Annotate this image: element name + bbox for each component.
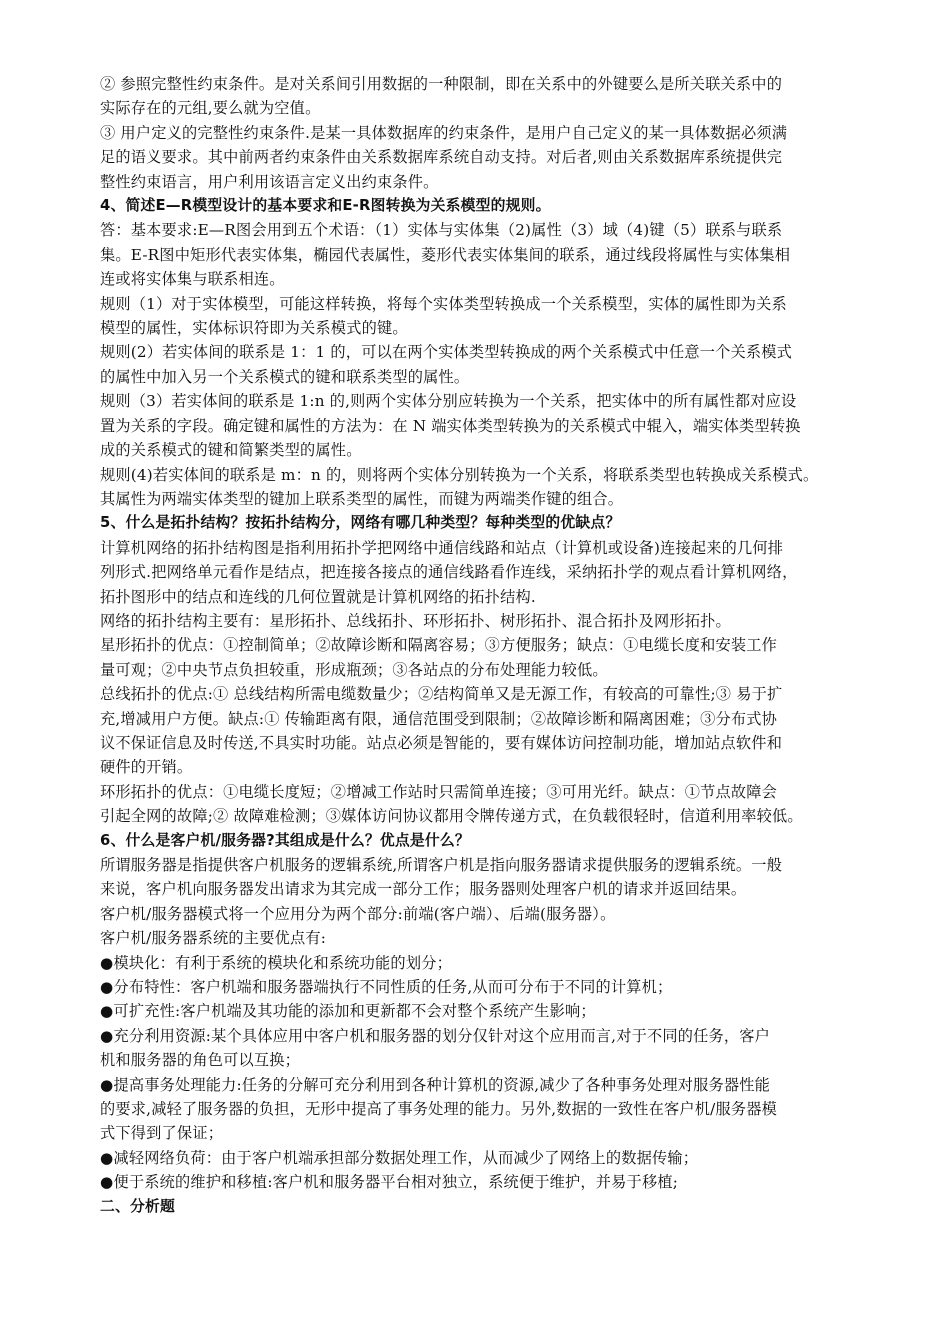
text-line: 硬件的开销。 bbox=[100, 758, 193, 777]
text-line: ●可扩充性:客户机端及其功能的添加和更新都不会对整个系统产生影响； bbox=[100, 1002, 596, 1021]
text-line: 规则（3）若实体间的联系是 1:n 的,则两个实体分别应转换为一个关系，把实体中的所有属性都对应设 bbox=[100, 392, 797, 411]
text-line: 整性约束语言，用户利用该语言定义出约束条件。 bbox=[100, 172, 439, 191]
text-line: 来说，客户机向服务器发出请求为其完成一部分工作；服务器则处理客户机的请求并返回结果。 bbox=[100, 880, 747, 899]
text-line: 环形拓扑的优点：①电缆长度短；②增减工作站时只需简单连接；③可用光纤。缺点：①节点故障会 bbox=[100, 782, 778, 801]
text-line: 客户机/服务器系统的主要优点有: bbox=[100, 929, 327, 948]
text-line: 引起全网的故障;② 故障难检测；③媒体访问协议都用令牌传递方式，在负载很轻时，信道利用率较低。 bbox=[100, 807, 803, 826]
text-line: 集。E-R图中矩形代表实体集，椭园代表属性，菱形代表实体集间的联系，通过线段将属性与实体集相 bbox=[100, 245, 791, 264]
section-heading: 6、什么是客户机/服务器?其组成是什么？优点是什么？ bbox=[100, 831, 470, 849]
text-line: 连或将实体集与联系相连。 bbox=[100, 270, 285, 289]
text-line: 模型的属性，实体标识符即为关系模式的键。 bbox=[100, 319, 408, 338]
text-line: 足的语义要求。其中前两者约束条件由关系数据库系统自动支持。对后者,则由关系数据库系统提供完 bbox=[100, 148, 783, 167]
text-line: 充,增减用户方便。缺点:① 传输距离有限，通信范围受到限制；②故障诊断和隔离困难；③分布式协 bbox=[100, 709, 778, 728]
text-line: 式下得到了保证； bbox=[100, 1124, 224, 1143]
text-line: 实际存在的元组,要么就为空值。 bbox=[100, 99, 321, 118]
text-line: 网络的拓扑结构主要有：星形拓扑、总线拓扑、环形拓扑、树形拓扑、混合拓扑及网形拓扑。 bbox=[100, 611, 731, 630]
text-line: ●模块化：有利于系统的模块化和系统功能的划分； bbox=[100, 953, 452, 972]
text-line: ●便于系统的维护和移植:客户机和服务器平台相对独立，系统便于维护，并易于移植; bbox=[100, 1173, 679, 1192]
text-line: ●提高事务处理能力:任务的分解可充分利用到各种计算机的资源,减少了各种事务处理对服务器性能 bbox=[100, 1075, 771, 1094]
text-line: ●减轻网络负荷：由于客户机端承担部分数据处理工作，从而减少了网络上的数据传输； bbox=[100, 1148, 699, 1167]
text-line: ●充分利用资源:某个具体应用中客户机和服务器的划分仅针对这个应用而言,对于不同的任务，客户 bbox=[100, 1026, 771, 1045]
text-line: 的要求,减轻了服务器的负担，无形中提高了事务处理的能力。另外,数据的一致性在客户机/服务器模 bbox=[100, 1100, 778, 1119]
text-line: 机和服务器的角色可以互换； bbox=[100, 1051, 301, 1070]
text-line: 计算机网络的拓扑结构图是指利用拓扑学把网络中通信线路和站点（计算机或设备)连接起来的几何排 bbox=[100, 538, 784, 557]
text-line: 其属性为两端实体类型的键加上联系类型的属性，而键为两端类作键的组合。 bbox=[100, 489, 624, 508]
text-line: 答：基本要求:E—R图会用到五个术语：（1）实体与实体集（2)属性（3）域（4)键（5）联系与联系 bbox=[100, 221, 783, 240]
text-line: 列形式.把网络单元看作是结点，把连接各接点的通信线路看作连线，采纳拓扑学的观点看计算机网络， bbox=[100, 563, 798, 582]
text-line: 规则(2）若实体间的联系是 1：1 的，可以在两个实体类型转换成的两个关系模式中任意一个关系模式 bbox=[100, 343, 793, 362]
section-heading: 5、什么是拓扑结构？按拓扑结构分，网络有哪几种类型？每种类型的优缺点？ bbox=[100, 514, 621, 532]
text-line: 客户机/服务器模式将一个应用分为两个部分:前端(客户端）、后端(服务器）。 bbox=[100, 904, 616, 923]
text-line: 拓扑图形中的结点和连线的几何位置就是计算机网络的拓扑结构. bbox=[100, 587, 536, 606]
text-line: 议不保证信息及时传送,不具实时功能。站点必须是智能的，要有媒体访问控制功能，增加站点软件和 bbox=[100, 733, 783, 752]
text-line: 量可观；②中央节点负担较重，形成瓶颈；③各站点的分布处理能力较低。 bbox=[100, 660, 608, 679]
section-heading: 4、简述E—R模型设计的基本要求和E-R图转换为关系模型的规则。 bbox=[100, 197, 551, 215]
text-line: 所谓服务器是指提供客户机服务的逻辑系统,所谓客户机是指向服务器请求提供服务的逻辑系统。一般 bbox=[100, 856, 783, 874]
text-line: 规则（1）对于实体模型，可能这样转换，将每个实体类型转换成一个关系模型，实体的属性即为关系 bbox=[100, 294, 787, 313]
text-line: 置为关系的字段。确定键和属性的方法为：在 N 端实体类型转换为的关系模式中辊入，端实体类型转换 bbox=[100, 416, 801, 435]
text-line: ●分布特性：客户机端和服务器端执行不同性质的任务,从而可分布于不同的计算机； bbox=[100, 978, 673, 997]
section-heading: 二、分析题 bbox=[100, 1197, 175, 1215]
text-line: 的属性中加入另一个关系模式的键和联系类型的属性。 bbox=[100, 367, 470, 386]
text-line: 规则(4)若实体间的联系是 m：n 的，则将两个实体分别转换为一个关系，将联系类型也转换成关系模式。 bbox=[100, 465, 819, 484]
text-line: 星形拓扑的优点：①控制简单；②故障诊断和隔离容易；③方便服务；缺点：①电缆长度和安装工作 bbox=[100, 636, 778, 655]
text-line: 总线拓扑的优点:① 总线结构所需电缆数量少；②结构简单又是无源工作，有较高的可靠性;③ 易于扩 bbox=[100, 685, 783, 704]
text-line: ② 参照完整性约束条件。是对关系间引用数据的一种限制，即在关系中的外键要么是所关联关系中的 bbox=[100, 75, 783, 93]
text-line: 成的关系模式的键和简繁类型的属性。 bbox=[100, 441, 362, 460]
text-line: ③ 用户定义的完整性约束条件.是某一具体数据库的约束条件，是用户自己定义的某一具体数据必须满 bbox=[100, 123, 788, 142]
